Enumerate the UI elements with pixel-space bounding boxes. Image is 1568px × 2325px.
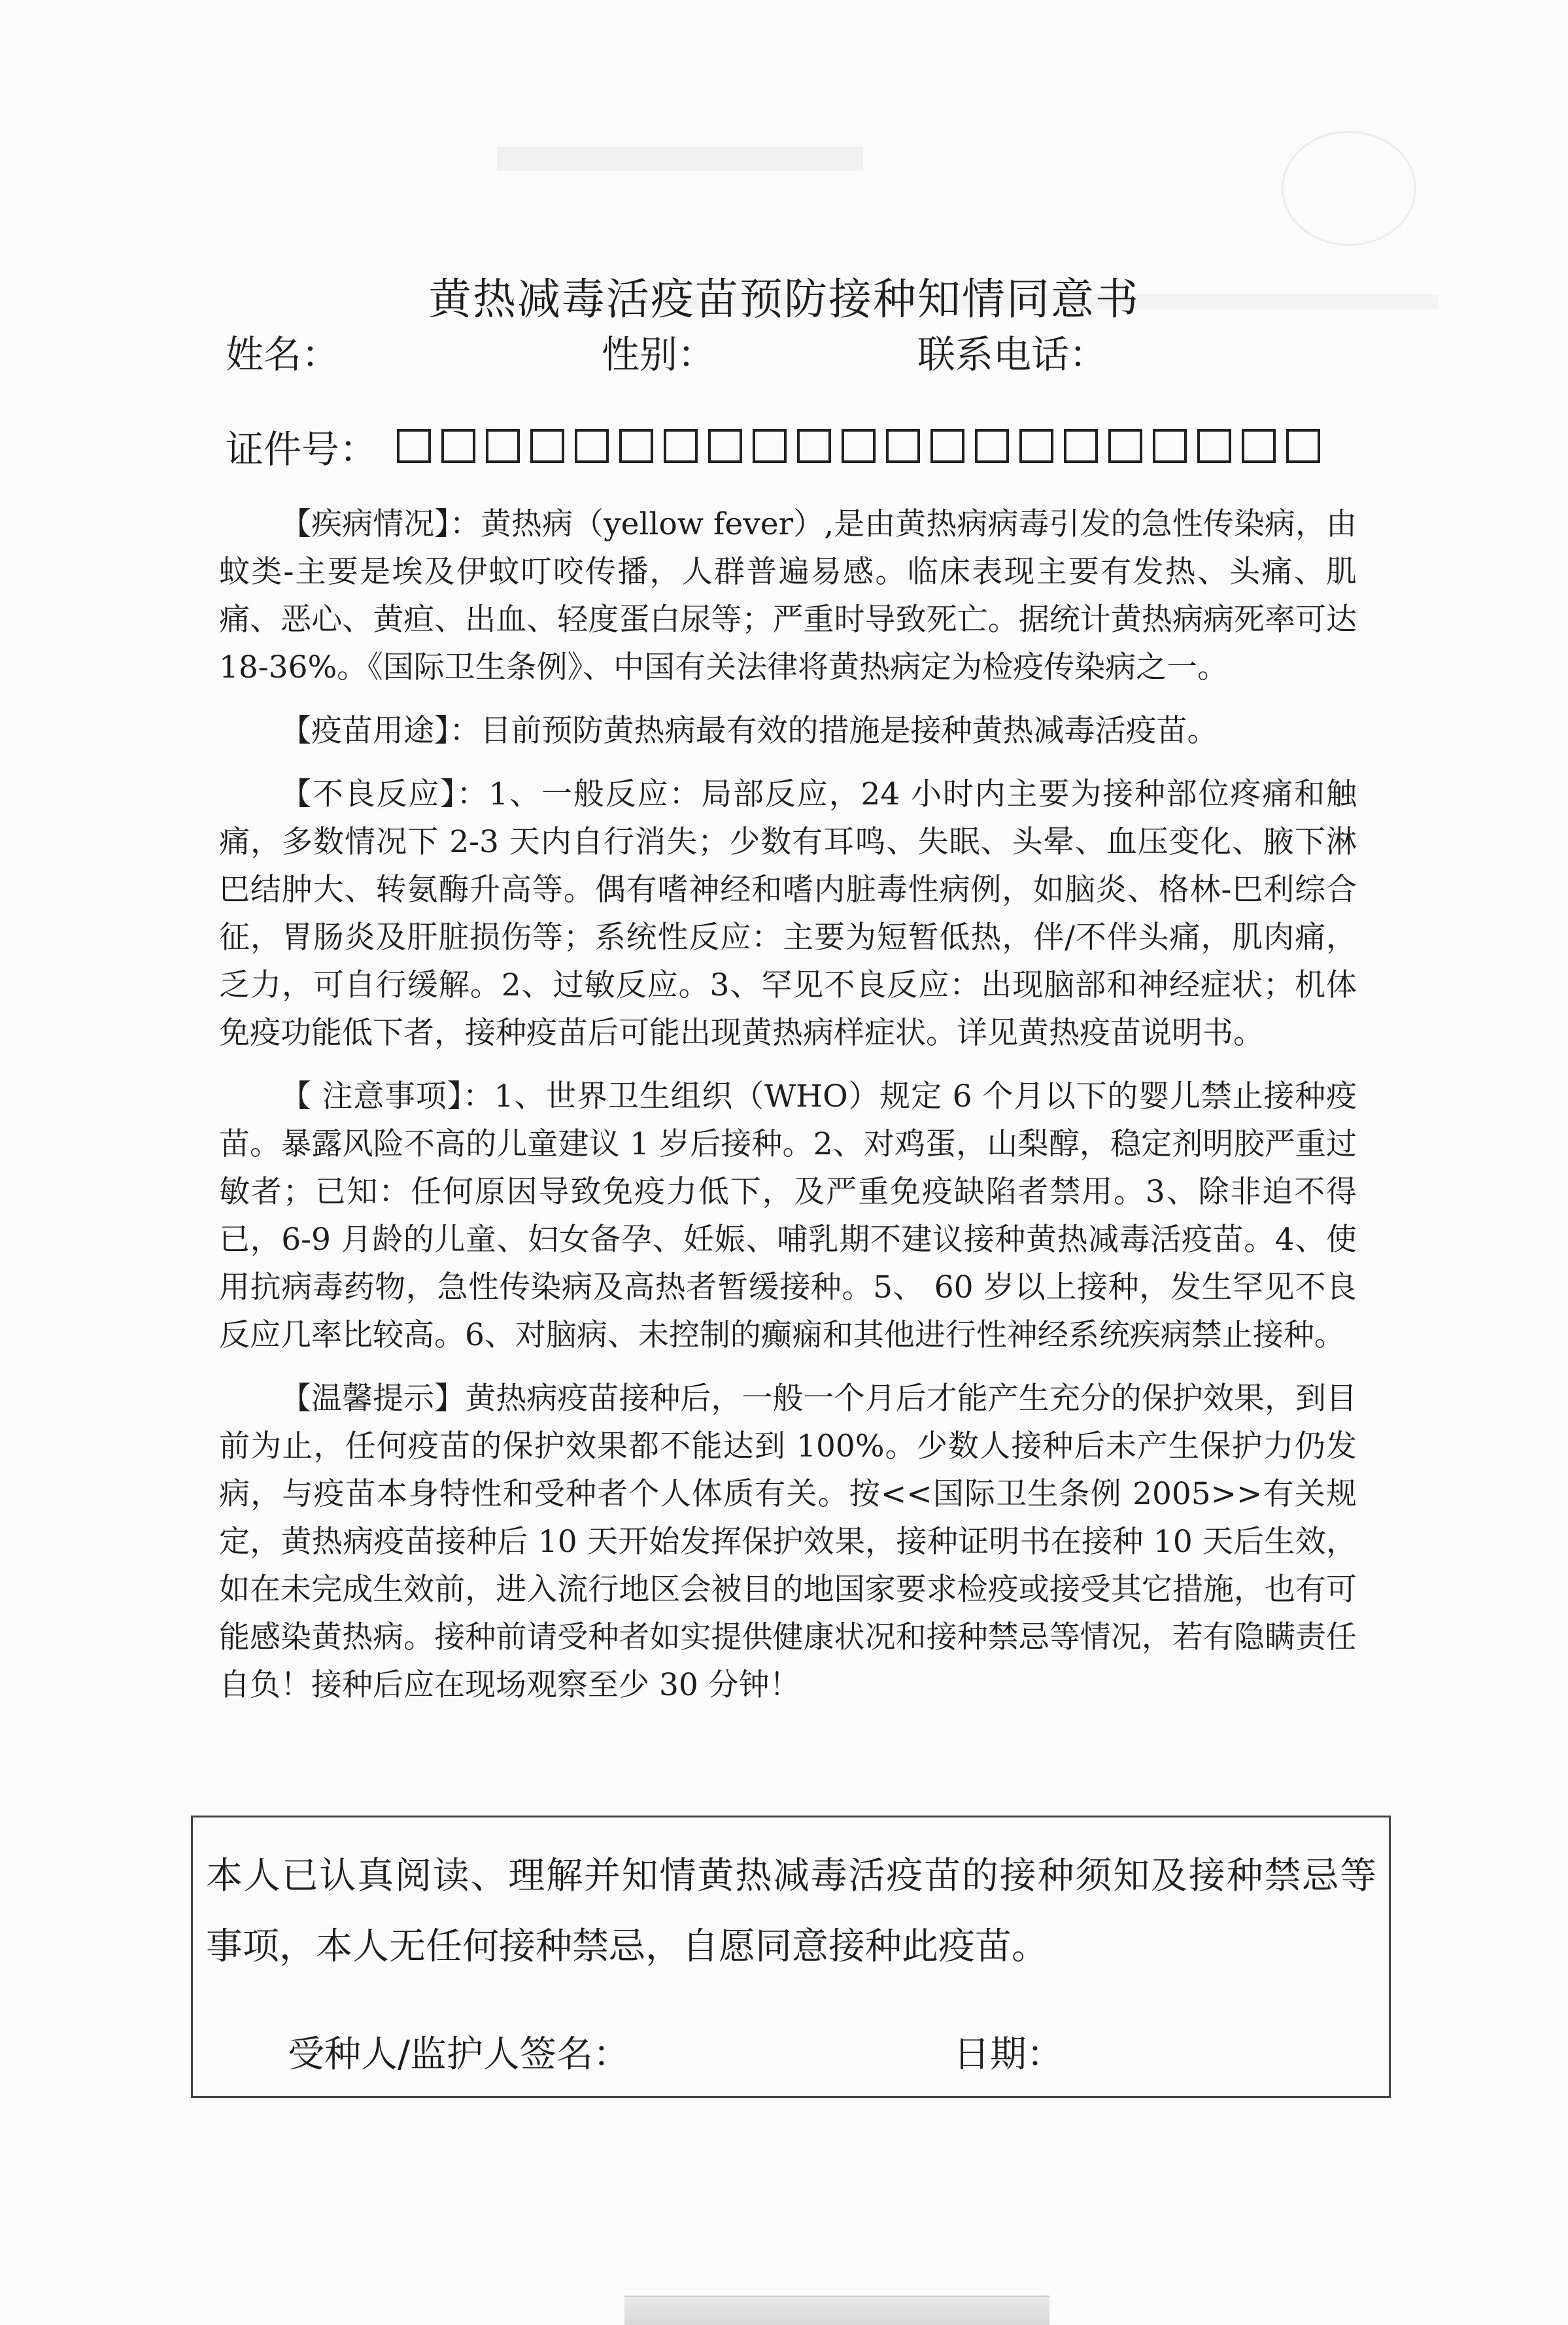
- id-digit-box[interactable]: [975, 429, 1009, 463]
- id-digit-box[interactable]: [1064, 429, 1098, 463]
- section-disease-info: [219, 500, 1357, 691]
- section-text: 黄热病疫苗接种后，一般一个月后才能产生充分的保护效果，到目前为止，任何疫苗的保护效果都不能达到 100%。少数人接种后未产生保护力仍发病，与疫苗本身特性和受种者个人体质有关。按<<国际卫生条例 2005>>有关规定，黄热病疫苗接种后 10 天开始发挥保护效果，接种证明书在接种 10 天后生效，如在未完成生效前，进入流行地区会被目的地国家要求检疫或接受其它措施，也有可能感染黄热病。接种前请受种者如实提供健康状况和接种禁忌等情况，若有隐瞒责任自负！接种后应在现场观察至少 30 分钟！: [219, 1381, 1357, 1703]
- show-through-mark: [1282, 131, 1416, 246]
- consent-statement-box: [191, 1816, 1391, 2098]
- id-digit-box[interactable]: [1108, 429, 1142, 463]
- section-text: ：黄热病（yellow fever）,是由黄热病病毒引发的急性传染病，由蚊类-主要是埃及伊蚊叮咬传播，人群普遍易感。临床表现主要有发热、头痛、肌痛、恶心、黄疸、出血、轻度蛋白尿等；严重时导致死亡。据统计黄热病病死率可达 18-36%。《国际卫生条例》、中国有关法律将黄热病定为检疫传染病之一。: [219, 506, 1357, 685]
- section-header: 【温馨提示】: [281, 1381, 466, 1417]
- section-header: 【不良反应】: [281, 776, 457, 812]
- section-header: 【疫苗用途】: [281, 713, 450, 749]
- section-adverse-reactions: [219, 770, 1357, 1057]
- id-digit-box[interactable]: [397, 429, 431, 463]
- id-digit-box[interactable]: [1242, 429, 1276, 463]
- consent-statement: 本人已认真阅读、理解并知情黄热减毒活疫苗的接种须知及接种禁忌等事项，本人无任何接种禁忌，自愿同意接种此疫苗。: [206, 1855, 1376, 1968]
- personal-info-row: [226, 324, 1403, 383]
- id-digit-box[interactable]: [1153, 429, 1187, 463]
- id-digit-box[interactable]: [886, 429, 920, 463]
- id-label: 证件号：: [226, 427, 378, 472]
- section-header: 【 注意事项】: [281, 1078, 464, 1114]
- id-digit-box[interactable]: [753, 429, 787, 463]
- name-label: 姓名：: [226, 332, 340, 377]
- section-header: 【疾病情况】: [281, 506, 450, 542]
- id-digit-box[interactable]: [530, 429, 564, 463]
- id-digit-box[interactable]: [619, 429, 653, 463]
- id-digit-box[interactable]: [1019, 429, 1053, 463]
- id-digit-box[interactable]: [575, 429, 609, 463]
- scanner-clip-edge: [624, 2296, 1049, 2325]
- id-digit-box[interactable]: [486, 429, 520, 463]
- id-digit-box[interactable]: [708, 429, 742, 463]
- section-reminder: [219, 1375, 1357, 1709]
- id-digit-box[interactable]: [1197, 429, 1231, 463]
- id-number-row: [226, 419, 1331, 474]
- date-label: 日期：: [953, 2033, 1063, 2076]
- show-through-mark: [497, 147, 863, 171]
- signature-label: 受种人/监护人签名：: [288, 2033, 630, 2076]
- id-digit-box[interactable]: [441, 429, 475, 463]
- id-digit-box[interactable]: [664, 429, 698, 463]
- section-text: ：1、一般反应：局部反应，24 小时内主要为接种部位疼痛和触痛，多数情况下 2-3 天内自行消失；少数有耳鸣、失眠、头晕、血压变化、腋下淋巴结肿大、转氨酶升高等。偶有嗜神经和嗜内脏毒性病例，如脑炎、格林-巴利综合征，胃肠炎及肝脏损伤等；系统性反应：主要为短暂低热，伴/不伴头痛，肌肉痛，乏力，可自行缓解。2、过敏反应。3、罕见不良反应：出现脑部和神经症状；机体免疫功能低下者，接种疫苗后可能出现黄热病样症状。详见黄热疫苗说明书。: [219, 776, 1357, 1051]
- section-precautions: [219, 1073, 1357, 1359]
- phone-label: 联系电话：: [917, 332, 1108, 377]
- id-number-boxes: [397, 429, 1331, 463]
- id-digit-box[interactable]: [797, 429, 831, 463]
- section-text: ：1、世界卫生组织（WHO）规定 6 个月以下的婴儿禁止接种疫苗。暴露风险不高的儿童建议 1 岁后接种。2、对鸡蛋，山梨醇，稳定剂明胶严重过敏者；已知：任何原因导致免疫力低下，及严重免疫缺陷者禁用。3、除非迫不得已，6-9 月龄的儿童、妇女备孕、妊娠、哺乳期不建议接种黄热减毒活疫苗。4、使用抗病毒药物，急性传染病及高热者暂缓接种。5、 60 岁以上接种，发生罕见不良反应几率比较高。6、对脑病、未控制的癫痫和其他进行性神经系统疾病禁止接种。: [219, 1078, 1357, 1353]
- form-body: [219, 500, 1357, 1725]
- gender-label: 性别：: [602, 332, 716, 377]
- section-text: ：目前预防黄热病最有效的措施是接种黄热减毒活疫苗。: [449, 713, 1218, 749]
- document-title: 黄热减毒活疫苗预防接种知情同意书: [428, 274, 1140, 325]
- id-digit-box[interactable]: [930, 429, 964, 463]
- id-digit-box[interactable]: [1286, 429, 1320, 463]
- id-digit-box[interactable]: [842, 429, 876, 463]
- section-vaccine-purpose: [219, 707, 1357, 755]
